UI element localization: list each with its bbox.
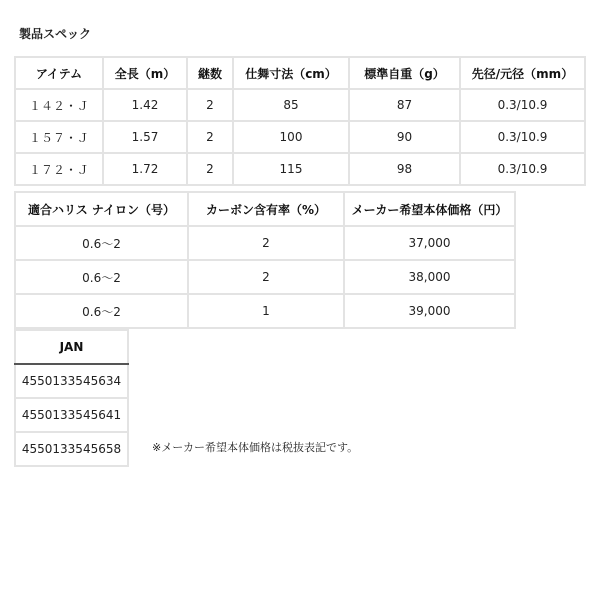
- column-header-length: 全長（m）: [103, 57, 187, 89]
- table-cell: １４２・Ｊ: [15, 89, 103, 121]
- table-cell: 1: [188, 294, 344, 328]
- table-cell: 1.57: [103, 121, 187, 153]
- column-header-jan: JAN: [15, 330, 128, 364]
- table-row: [15, 364, 128, 398]
- table-row: [15, 121, 585, 153]
- jan-code: 4550133545634: [15, 364, 128, 398]
- price-note: ※メーカー希望本体価格は税抜表記です。: [152, 441, 359, 454]
- table-cell: 2: [187, 121, 233, 153]
- table-cell: 39,000: [344, 294, 515, 328]
- table-cell: 2: [188, 226, 344, 260]
- table-cell: 0.3/10.9: [460, 153, 585, 185]
- price-table: [14, 191, 516, 329]
- column-header-carbon-ratio: カーボン含有率（%）: [188, 192, 344, 226]
- column-header-sections: 継数: [187, 57, 233, 89]
- jan-table: [14, 329, 129, 467]
- page-title: 製品スペック: [19, 27, 92, 41]
- column-header-weight: 標準自重（g）: [349, 57, 460, 89]
- column-header-price: メーカー希望本体価格（円）: [344, 192, 515, 226]
- column-header-line-size: 適合ハリス ナイロン（号）: [15, 192, 188, 226]
- jan-code: 4550133545641: [15, 398, 128, 432]
- table-cell: 0.6〜2: [15, 294, 188, 328]
- table-row: [15, 260, 515, 294]
- table-cell: 98: [349, 153, 460, 185]
- table-header-row: [15, 192, 515, 226]
- table-header-row: [15, 330, 128, 364]
- table-row: [15, 153, 585, 185]
- table-cell: 115: [233, 153, 349, 185]
- table-cell: 2: [187, 89, 233, 121]
- table-cell: 38,000: [344, 260, 515, 294]
- table-cell: 87: [349, 89, 460, 121]
- table-cell: 37,000: [344, 226, 515, 260]
- jan-code: 4550133545658: [15, 432, 128, 466]
- table-cell: 2: [187, 153, 233, 185]
- column-header-item: アイテム: [15, 57, 103, 89]
- table-cell: 0.6〜2: [15, 226, 188, 260]
- table-cell: 0.6〜2: [15, 260, 188, 294]
- table-cell: 1.72: [103, 153, 187, 185]
- table-cell: 100: [233, 121, 349, 153]
- table-cell: １５７・Ｊ: [15, 121, 103, 153]
- column-header-diameter: 先径/元径（mm）: [460, 57, 585, 89]
- table-row: [15, 294, 515, 328]
- table-row: [15, 89, 585, 121]
- table-header-row: [15, 57, 585, 89]
- table-row: [15, 398, 128, 432]
- table-cell: 0.3/10.9: [460, 89, 585, 121]
- spec-table: [14, 56, 586, 186]
- table-row: [15, 226, 515, 260]
- table-cell: 0.3/10.9: [460, 121, 585, 153]
- table-cell: 1.42: [103, 89, 187, 121]
- table-row: [15, 432, 128, 466]
- table-cell: 85: [233, 89, 349, 121]
- table-cell: 90: [349, 121, 460, 153]
- column-header-closed-length: 仕舞寸法（cm）: [233, 57, 349, 89]
- table-cell: 2: [188, 260, 344, 294]
- table-cell: １７２・Ｊ: [15, 153, 103, 185]
